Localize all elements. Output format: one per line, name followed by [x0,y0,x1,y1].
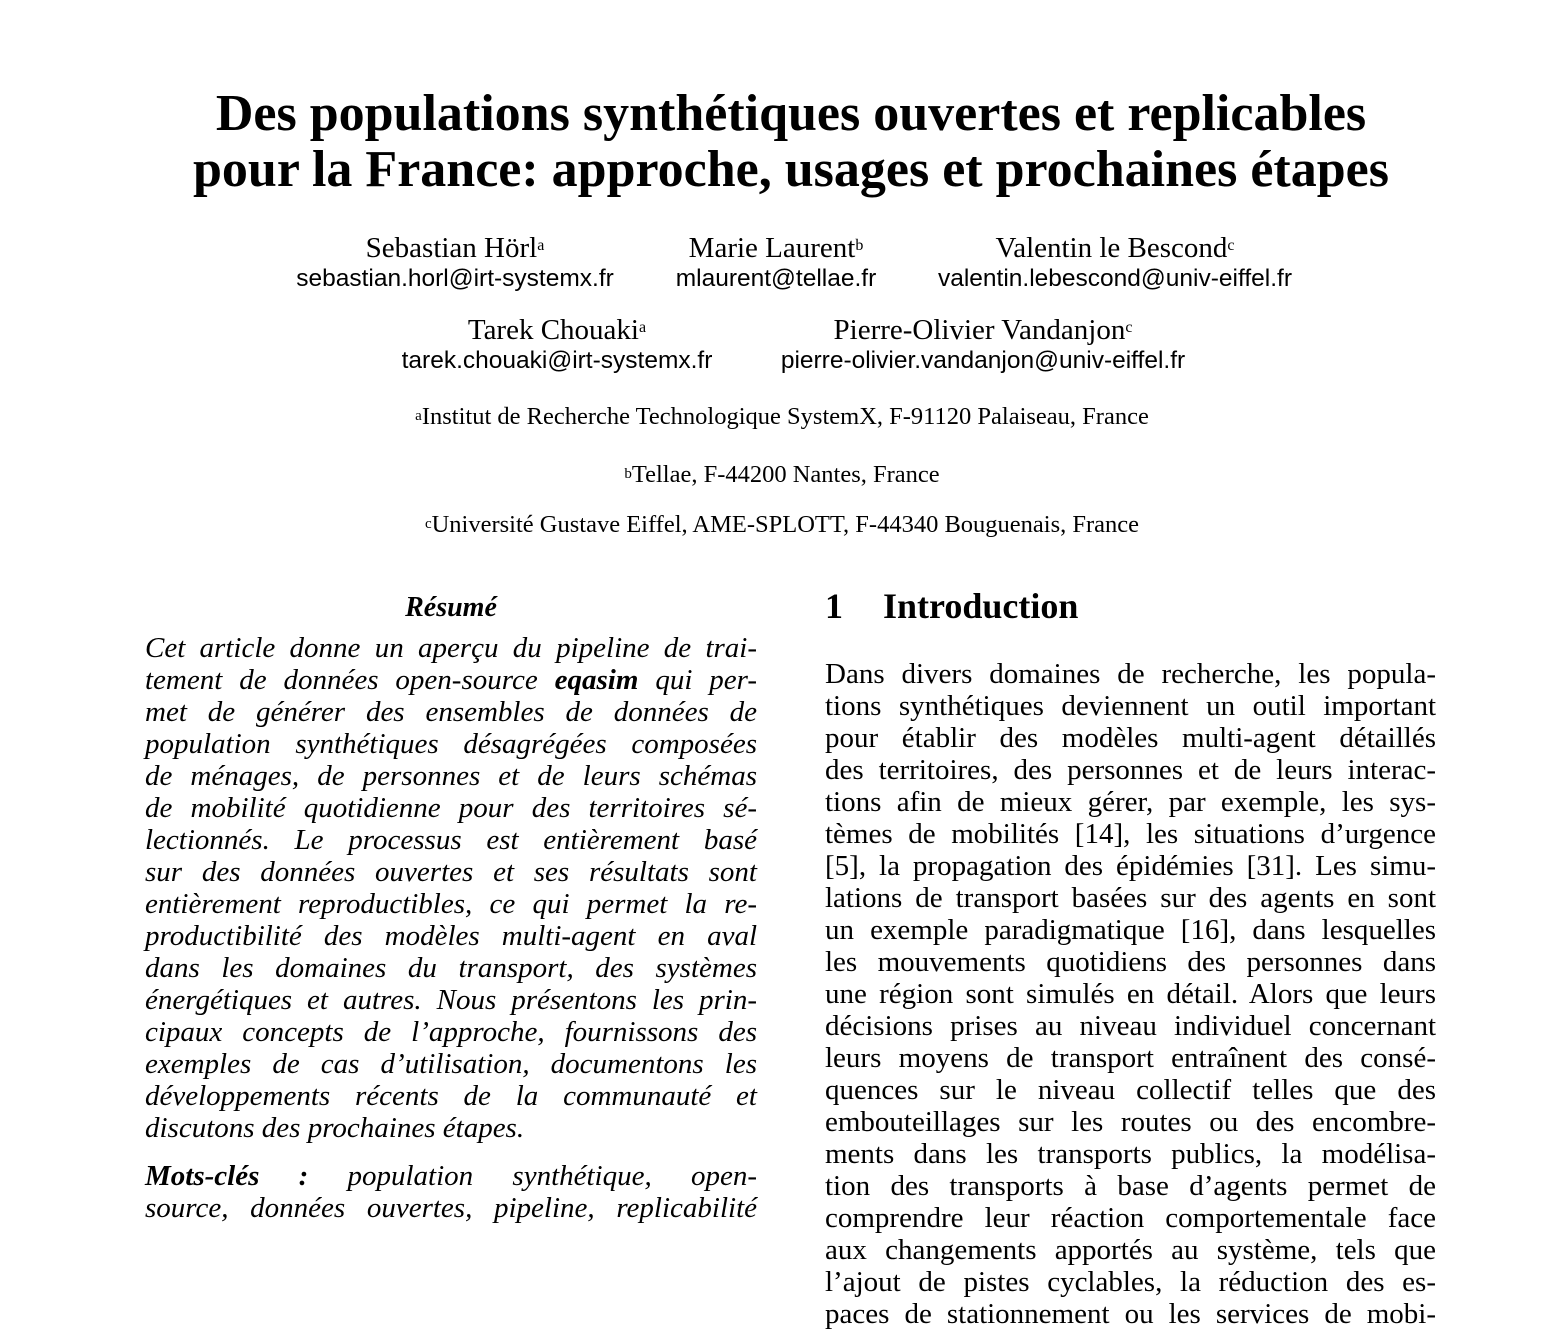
author-name: Sebastian Hörl [365,232,538,264]
author-email: sebastian.horl@irt-systemx.fr [296,265,614,292]
intro-line: tèmes de mobilités [14], les situations d’urgence [825,818,1436,850]
intro-line: tion des transports à base d’agents permet de [825,1170,1436,1202]
section-number: 1 [825,586,843,626]
keywords-label: Mots-clés : [145,1160,309,1192]
abstract-line: cipaux concepts de l’approche, fournissons des [145,1016,757,1048]
affiliation [0,402,1564,432]
keywords [145,1160,757,1224]
author-name: Marie Laurent [688,232,856,264]
abstract-line: met de générer des ensembles de données de [145,696,757,728]
affiliation-marker: a [415,408,422,424]
title-line-2: pour la France: approche, usages et prochaines étapes [193,141,1389,198]
section-heading [825,586,1436,626]
abstract-line: entièrement reproductibles, ce qui permet la re- [145,888,757,920]
author-block [666,232,886,294]
abstract-line: discutons des prochaines étapes. [145,1112,525,1144]
abstract-line: productibilité des modèles multi-agent en aval [145,920,757,952]
intro-line: quences sur le niveau collectif telles que des [825,1074,1436,1106]
abstract-line: population synthétiques désagrégées composées [145,728,757,760]
intro-line: tions synthétiques deviennent un outil important [825,690,1436,722]
abstract-heading: Résumé [405,592,497,623]
abstract-body [145,632,757,1144]
intro-line: ments dans les transports publics, la modélisa- [825,1138,1436,1170]
intro-line: aux changements apportés au système, tels que [825,1234,1436,1266]
keywords-text: source, données ouvertes, pipeline, replicabilité [145,1192,757,1224]
author-name: Tarek Chouaki [467,314,639,346]
intro-line: Dans divers domaines de recherche, les popula- [825,658,1436,690]
affiliation-marker: c [424,516,432,532]
abstract-line: Cet article donne un aperçu du pipeline de trai- [145,632,757,664]
abstract-line: lectionnés. Le processus est entièrement basé [145,824,757,856]
paper-title [100,86,1482,198]
title-line-1: Des populations synthétiques ouvertes et replicables [215,85,1367,142]
affiliation [0,510,1564,540]
author-block [922,232,1308,294]
intro-line: comprendre leur réaction comportementale face [825,1202,1436,1234]
eqasim-name: eqasim [554,664,639,696]
author-block [762,314,1204,376]
intro-line: pour établir des modèles multi-agent détaillés [825,722,1436,754]
author-name: Pierre-Olivier Vandanjon [833,314,1126,346]
author-email: tarek.chouaki@irt-systemx.fr [401,347,713,374]
intro-line: leurs moyens de transport entraînent des consé- [825,1042,1436,1074]
author-block [282,232,628,294]
affiliation-marker: b [624,466,632,482]
intro-line: [5], la propagation des épidémies [31]. Les simu- [825,850,1436,882]
author-block [386,314,728,376]
intro-line: paces de stationnement ou les services de mobi- [825,1298,1436,1330]
abstract-line: dans les domaines du transport, des systèmes [145,952,757,984]
author-affiliation-marker: c [1125,319,1133,336]
intro-line: embouteillages sur les routes ou des encombre- [825,1106,1436,1138]
abstract-line: tement de données open-source eqasim qui per- [145,664,758,696]
intro-line: des territoires, des personnes et de leurs interac- [825,754,1436,786]
author-name: Valentin le Bescond [995,232,1228,264]
intro-line: un exemple paradigmatique [16], dans lesquelles [825,914,1436,946]
abstract-line: sur des données ouvertes et ses résultats sont [145,856,757,888]
author-affiliation-marker: c [1227,237,1235,254]
affiliation-text: Institut de Recherche Technologique SystemX, F-91120 Palaiseau, France [421,403,1149,430]
intro-line: lations de transport basées sur des agents en sont [825,882,1436,914]
intro-line: les mouvements quotidiens des personnes dans [825,946,1436,978]
intro-line: décisions prises au niveau individuel concernant [825,1010,1436,1042]
author-affiliation-marker: a [639,319,647,336]
keywords-text: population synthétique, open- [347,1160,757,1192]
author-email: pierre-olivier.vandanjon@univ-eiffel.fr [780,347,1186,374]
abstract-line: exemples de cas d’utilisation, documentons les [145,1048,757,1080]
author-email: valentin.lebescond@univ-eiffel.fr [937,265,1292,292]
intro-line: tions afin de mieux gérer, par exemple, les sys- [825,786,1436,818]
abstract-line: énergétiques et autres. Nous présentons les prin- [145,984,757,1016]
affiliation [0,460,1564,490]
affiliation-text: Tellae, F-44200 Nantes, France [631,461,940,488]
author-email: mlaurent@tellae.fr [675,265,877,292]
intro-line: l’ajout de pistes cyclables, la réduction des es- [825,1266,1436,1298]
intro-line: une région sont simulés en détail. Alors que leurs [825,978,1436,1010]
section-title: Introduction [883,586,1079,626]
author-affiliation-marker: a [537,237,545,254]
abstract-line: de ménages, de personnes et de leurs schémas [145,760,757,792]
abstract-line: de mobilité quotidienne pour des territoires sé- [145,792,757,824]
author-affiliation-marker: b [855,237,864,254]
affiliation-text: Université Gustave Eiffel, AME-SPLOTT, F-44340 Bouguenais, France [431,511,1140,538]
abstract-line: développements récents de la communauté et [145,1080,757,1112]
introduction-paragraph [825,658,1436,1330]
